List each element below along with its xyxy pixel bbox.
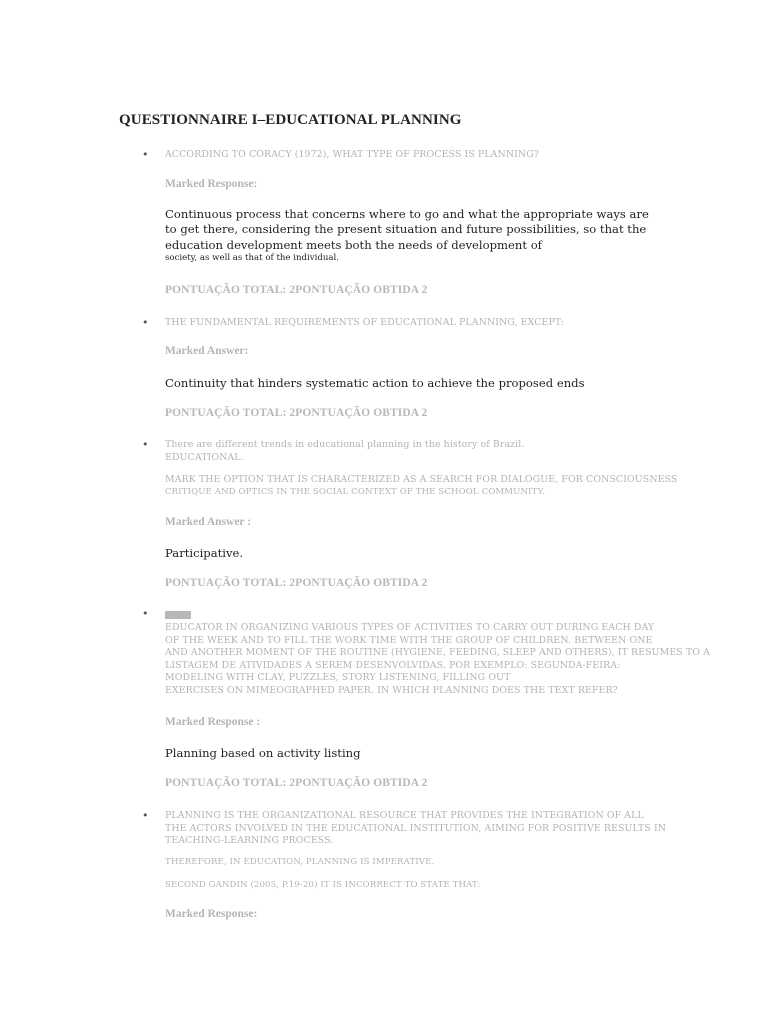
bullet-2: • — [142, 316, 149, 329]
question-1-line: ACCORDING TO CORACY (1972), WHAT TYPE OF PROCESS IS PLANNING? — [165, 149, 539, 160]
question-4-line: OF THE WEEK AND TO FILL THE WORK TIME WITH THE GROUP OF CHILDREN. BETWEEN ONE — [165, 634, 653, 646]
marked-label-2: Marked Answer: — [165, 345, 249, 357]
question-2 — [165, 317, 665, 330]
question-5-small-line: SECOND GANDIN (2005, P.19-20) IT IS INCORRECT TO STATE THAT: — [165, 880, 481, 890]
score-3: PONTUAÇÃO TOTAL: 2PONTUAÇÃO OBTIDA 2 — [165, 577, 428, 589]
answer-3 — [165, 546, 243, 561]
score-4: PONTUAÇÃO TOTAL: 2PONTUAÇÃO OBTIDA 2 — [165, 777, 428, 789]
score-2: PONTUAÇÃO TOTAL: 2PONTUAÇÃO OBTIDA 2 — [165, 407, 428, 419]
answer-3-line: Participative. — [165, 546, 244, 560]
answer-2 — [165, 376, 585, 391]
page-title: QUESTIONNAIRE I–EDUCATIONAL PLANNING — [119, 112, 462, 128]
question-3-part-b — [165, 474, 678, 498]
marked-label-4: Marked Response : — [165, 716, 261, 728]
marked-label-1: Marked Response: — [165, 178, 258, 190]
bullet-4: • — [142, 607, 149, 620]
answer-1-line: education development meets both the needs of development of — [165, 237, 542, 252]
question-5-part-b — [165, 857, 665, 868]
bullet-5: • — [142, 809, 149, 822]
answer-1-line: to get there, considering the present situation and future possibilities, so that the — [165, 222, 647, 237]
question-4-line: EXERCISES ON MIMEOGRAPHED PAPER. IN WHICH PLANNING DOES THE TEXT REFER? — [165, 684, 618, 696]
question-5-line: TEACHING-LEARNING PROCESS. — [165, 835, 334, 847]
question-4 — [165, 622, 710, 698]
question-5-line: THE ACTORS INVOLVED IN THE EDUCATIONAL INSTITUTION, AIMING FOR POSITIVE RESULTS IN — [165, 822, 667, 834]
question-5-line: PLANNING IS THE ORGANIZATIONAL RESOURCE THAT PROVIDES THE INTEGRATION OF ALL — [165, 810, 644, 821]
answer-4-line: Planning based on activity listing — [165, 746, 361, 760]
question-5-part-c — [165, 880, 665, 891]
marked-label-5: Marked Response: — [165, 908, 258, 920]
score-1: PONTUAÇÃO TOTAL: 2PONTUAÇÃO OBTIDA 2 — [165, 284, 428, 296]
question-3-line: There are different trends in educational planning in the history of Brazil. — [165, 439, 525, 450]
question-3-line: MARK THE OPTION THAT IS CHARACTERIZED AS A SEARCH FOR DIALOGUE, FOR CONSCIOUSNESS — [165, 474, 678, 485]
question-4-line: AND ANOTHER MOMENT OF THE ROUTINE (HYGIENE, FEEDING, SLEEP AND OTHERS), IT RESUMES TO A — [165, 647, 710, 659]
question-5 — [165, 810, 665, 848]
answer-1 — [165, 207, 649, 264]
answer-1-small-line: society, as well as that of the individual. — [165, 252, 340, 263]
question-3 — [165, 439, 665, 464]
bullet-3: • — [142, 438, 149, 451]
question-1 — [165, 149, 665, 162]
question-2-line: THE FUNDAMENTAL REQUIREMENTS OF EDUCATIONAL PLANNING, EXCEPT: — [165, 317, 565, 328]
answer-1-line: Continuous process that concerns where to go and what the appropriate ways are — [165, 207, 649, 221]
marked-label-3: Marked Answer : — [165, 516, 252, 528]
question-4-line: MODELING WITH CLAY, PUZZLES, STORY LISTENING, FILLING OUT — [165, 672, 511, 684]
answer-4 — [165, 746, 361, 761]
answer-2-line: Continuity that hinders systematic action to achieve the proposed ends — [165, 376, 585, 390]
question-4-line: LISTAGEM DE ATIVIDADES A SEREM DESENVOLVIDAS. POR EXEMPLO: SEGUNDA-FEIRA: — [165, 659, 621, 671]
question-4-line: EDUCATOR IN ORGANIZING VARIOUS TYPES OF ACTIVITIES TO CARRY OUT DURING EACH DAY — [165, 622, 655, 633]
bullet-1: • — [142, 148, 149, 161]
question-3-line: EDUCATIONAL. — [165, 451, 244, 463]
question-5-line: THEREFORE, IN EDUCATION, PLANNING IS IMPERATIVE. — [165, 857, 435, 867]
redacted-block — [165, 611, 191, 619]
question-3-small-line: CRITIQUE AND OPTICS IN THE SOCIAL CONTEXT OF THE SCHOOL COMMUNITY. — [165, 486, 545, 497]
